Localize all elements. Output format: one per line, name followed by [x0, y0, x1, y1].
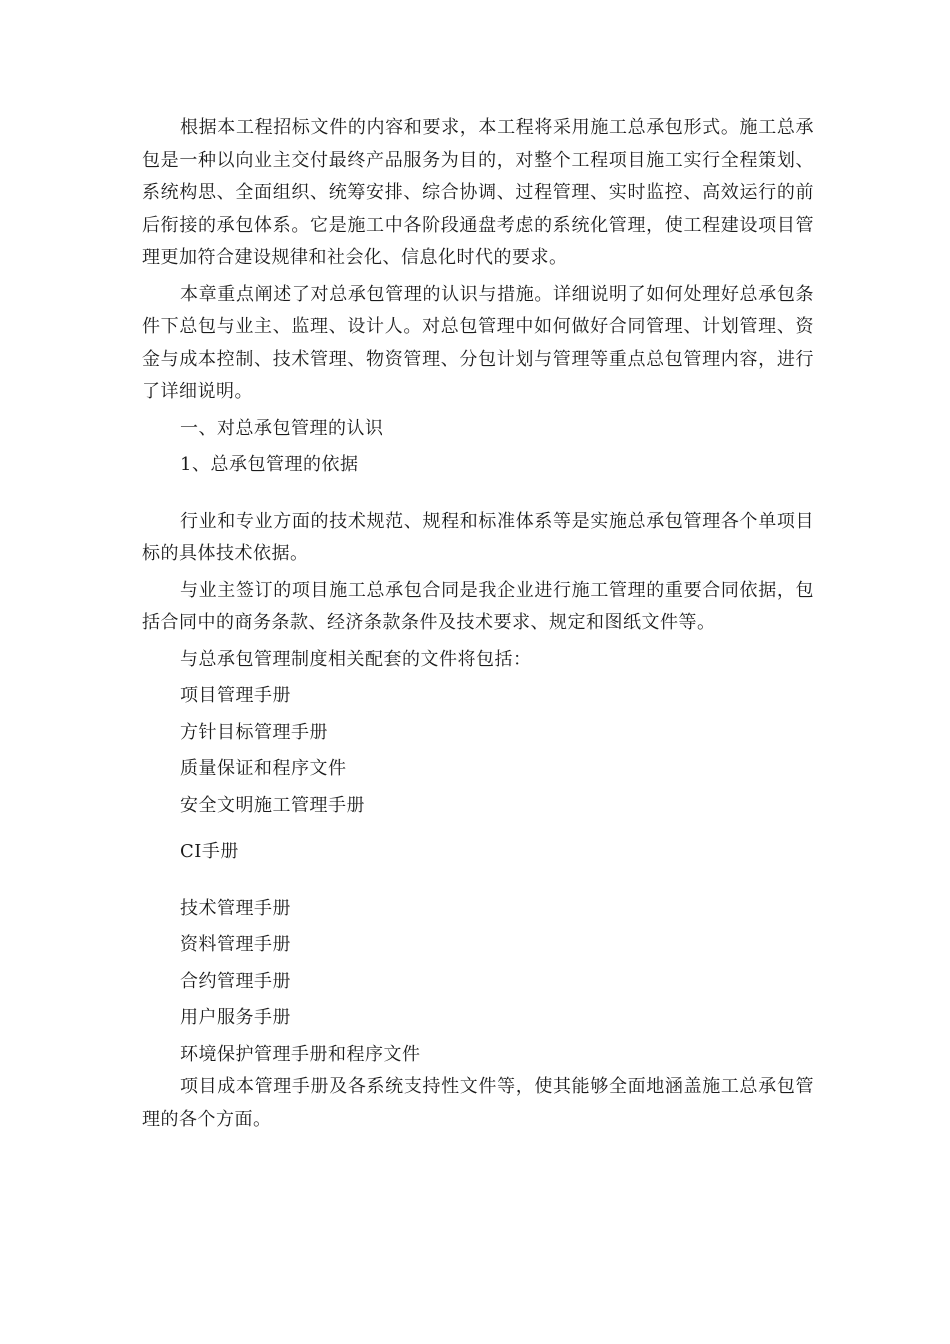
technical-basis-paragraph: 行业和专业方面的技术规范、规程和标准体系等是实施总承包管理各个单项目标的具体技术依据。	[142, 510, 814, 564]
document-body	[142, 112, 814, 1136]
list-item: 安全文明施工管理手册	[180, 794, 365, 816]
section-heading: 一、对总承包管理的认识	[180, 417, 384, 439]
document-list	[142, 680, 814, 1071]
list-item: 合约管理手册	[180, 970, 291, 992]
list-item: 质量保证和程序文件	[180, 758, 347, 779]
chapter-summary-paragraph: 本章重点阐述了对总承包管理的认识与措施。详细说明了如何处理好总承包条件下总包与业主、监理、设计人。对总包管理中如何做好合同管理、计划管理、资金与成本控制、技术管理、物资管理、分包计划与管理等重点总包管理内容，进行了详细说明。	[142, 283, 814, 402]
list-item: CI手册	[180, 841, 239, 862]
contract-basis-paragraph: 与业主签订的项目施工总承包合同是我企业进行施工管理的重要合同依据，包括合同中的商务条款、经济条款条件及技术要求、规定和图纸文件等。	[142, 579, 814, 633]
list-item: 技术管理手册	[180, 897, 291, 919]
intro-paragraph: 根据本工程招标文件的内容和要求，本工程将采用施工总承包形式。施工总承包是一种以向业主交付最终产品服务为目的，对整个工程项目施工实行全程策划、系统构思、全面组织、统筹安排、综合协调、过程管理、实时监控、高效运行的前后衔接的承包体系。它是施工中各阶段通盘考虑的系统化管理，使工程建设项目管理更加符合建设规律和社会化、信息化时代的要求。	[142, 117, 814, 268]
subsection-heading: 1、总承包管理的依据	[180, 454, 359, 475]
list-item: 资料管理手册	[180, 934, 291, 955]
list-item: 环境保护管理手册和程序文件	[180, 1043, 421, 1065]
list-item: 方针目标管理手册	[180, 721, 328, 743]
list-item: 项目管理手册	[180, 685, 291, 706]
cost-manual-paragraph: 项目成本管理手册及各系统支持性文件等，使其能够全面地涵盖施工总承包管理的各个方面。	[142, 1076, 814, 1130]
documents-intro: 与总承包管理制度相关配套的文件将包括：	[180, 648, 532, 670]
list-item: 用户服务手册	[180, 1007, 291, 1028]
